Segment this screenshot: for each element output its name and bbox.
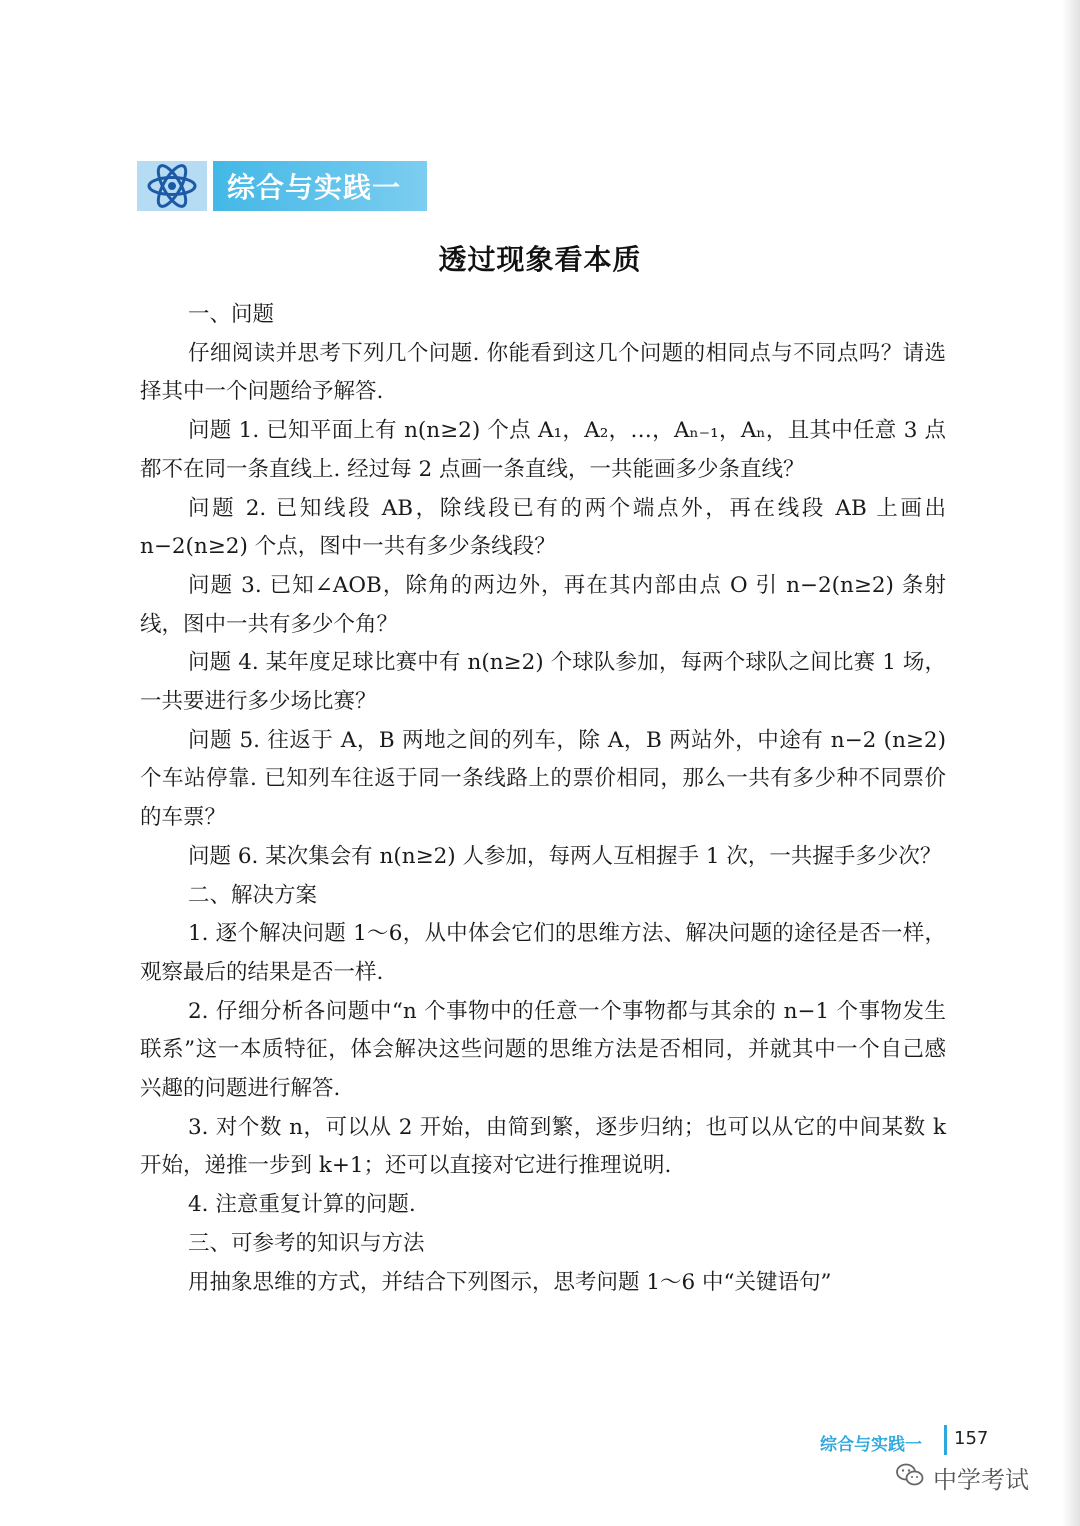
page-edge-shadow (1062, 0, 1080, 1526)
section-heading: 三、可参考的知识与方法 (188, 1230, 425, 1256)
page-title: 透过现象看本质 (438, 243, 642, 276)
wechat-icon (895, 1462, 925, 1494)
paragraph: 问题 1. 已知平面上有 n(n≥2) 个点 A₁，A₂，…，Aₙ₋₁，Aₙ，且其中任意 3 点都不在同一条直线上. 经过每 2 点画一条直线，一共能画多少条直线？ (140, 418, 946, 482)
page-number: 157 (954, 1428, 989, 1449)
paragraph: 3. 对个数 n，可以从 2 开始，由简到繁，逐步归纳；也可以从它的中间某数 k 开始，递推一步到 k+1；还可以直接对它进行推理说明. (140, 1114, 946, 1179)
paragraph: 问题 4. 某年度足球比赛中有 n(n≥2) 个球队参加，每两个球队之间比赛 1 场，一共要进行多少场比赛？ (140, 650, 946, 715)
watermark (895, 1460, 1029, 1495)
atom-icon (137, 161, 207, 211)
section-banner-label: 综合与实践一 (213, 161, 427, 211)
section-heading: 一、问题 (188, 302, 275, 327)
body-text (140, 296, 946, 1302)
footer-section-label: 综合与实践一 (820, 1435, 922, 1455)
paragraph: 4. 注意重复计算的问题. (188, 1192, 416, 1218)
paragraph: 用抽象思维的方式，并结合下列图示，思考问题 1～6 中“关键语句” (188, 1269, 832, 1295)
paragraph: 1. 逐个解决问题 1～6，从中体会它们的思维方法、解决问题的途径是否一样，观察最后的结果是否一样. (140, 921, 946, 985)
paragraph: 问题 6. 某次集会有 n(n≥2) 人参加，每两人互相握手 1 次，一共握手多少次？ (188, 843, 942, 869)
section-banner (137, 161, 427, 211)
section-heading: 二、解决方案 (188, 882, 318, 908)
footer-divider (944, 1425, 947, 1455)
paragraph: 问题 3. 已知∠AOB，除角的两边外，再在其内部由点 O 引 n−2(n≥2) 条射线，图中一共有多少个角？ (140, 572, 946, 637)
paragraph: 仔细阅读并思考下列几个问题. 你能看到这几个问题的相同点与不同点吗？请选择其中一个问题给予解答. (140, 340, 946, 405)
paragraph: 问题 2. 已知线段 AB，除线段已有的两个端点外，再在线段 AB 上画出 n−2(n≥2) 个点，图中一共有多少条线段？ (140, 495, 946, 560)
watermark-label: 中学考试 (933, 1466, 1029, 1494)
paragraph: 问题 5. 往返于 A，B 两地之间的列车，除 A，B 两站外，中途有 n−2 (n≥2) 个车站停靠. 已知列车往返于同一条线路上的票价相同，那么一共有多少种不同票价的车票？ (140, 727, 946, 831)
paragraph: 2. 仔细分析各问题中“n 个事物中的任意一个事物都与其余的 n−1 个事物发生联系”这一本质特征，体会解决这些问题的思维方法是否相同，并就其中一个自己感兴趣的问题进行解答. (140, 998, 946, 1102)
